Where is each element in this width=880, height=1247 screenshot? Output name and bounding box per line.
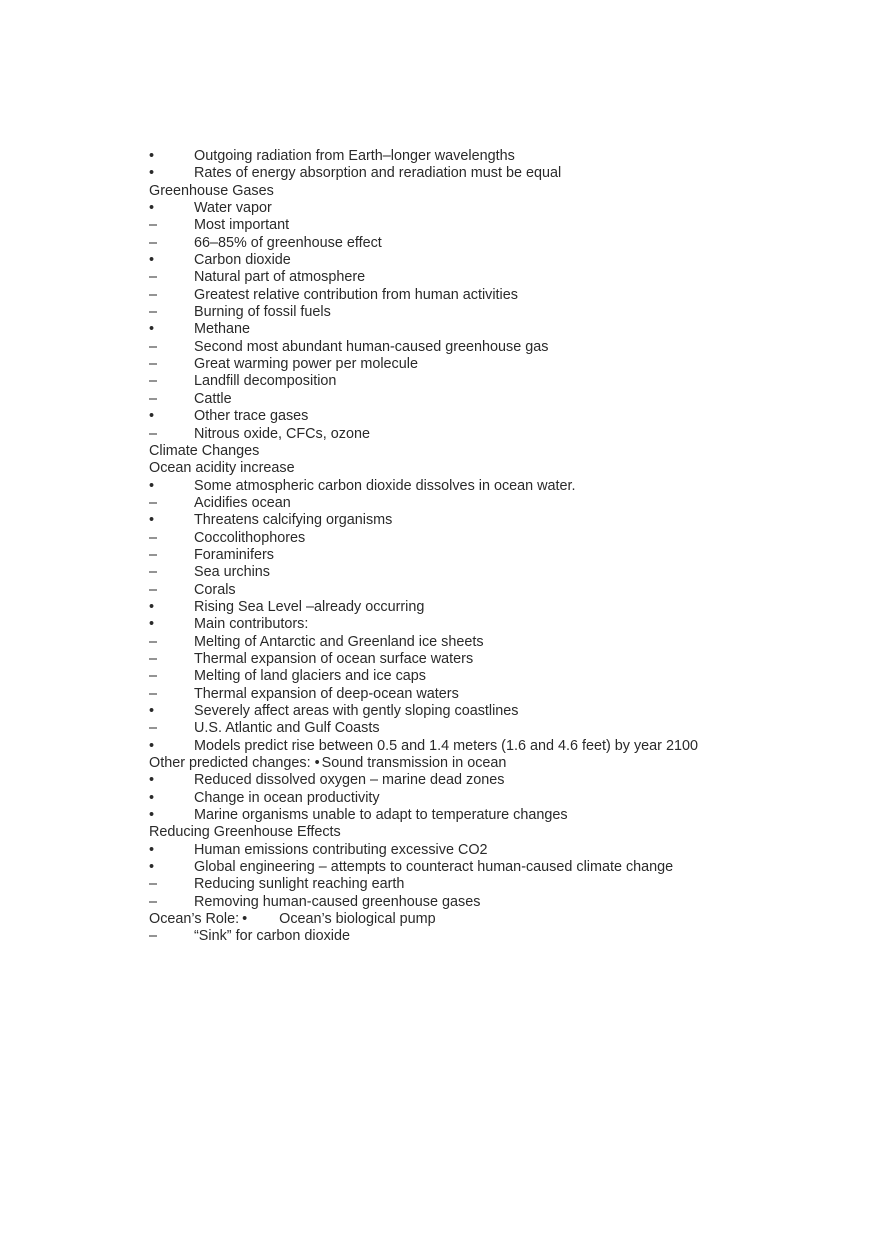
dash-marker: – bbox=[149, 234, 158, 251]
bullet-item bbox=[149, 703, 849, 720]
list-item-text: Corals bbox=[194, 581, 236, 598]
list-item-text: Models predict rise between 0.5 and 1.4 meters (1.6 and 4.6 feet) by year 2100 bbox=[194, 737, 698, 754]
dash-marker: – bbox=[149, 581, 158, 598]
list-item-text: Acidifies ocean bbox=[194, 494, 291, 511]
list-item-text: Ocean’s biological pump bbox=[279, 911, 436, 928]
dash-marker: – bbox=[149, 876, 158, 893]
dash-marker: – bbox=[149, 928, 158, 945]
dash-item bbox=[149, 582, 849, 599]
document-body bbox=[149, 148, 849, 946]
section-heading bbox=[149, 183, 849, 200]
dash-marker: – bbox=[149, 356, 158, 373]
bullet-item bbox=[149, 252, 849, 269]
inline-list-line bbox=[149, 911, 849, 928]
list-item-text: Landfill decomposition bbox=[194, 373, 337, 390]
dash-item bbox=[149, 426, 849, 443]
bullet-marker: • bbox=[149, 737, 155, 754]
dash-item bbox=[149, 530, 849, 547]
bullet-item bbox=[149, 321, 849, 338]
dash-marker: – bbox=[149, 286, 158, 303]
dash-item bbox=[149, 304, 849, 321]
dash-item bbox=[149, 894, 849, 911]
list-item-text: Sound transmission in ocean bbox=[321, 755, 507, 772]
bullet-marker: • bbox=[149, 807, 155, 824]
dash-marker: – bbox=[149, 564, 158, 581]
dash-item bbox=[149, 686, 849, 703]
dash-marker: – bbox=[149, 425, 158, 442]
bullet-marker: • bbox=[149, 408, 155, 425]
list-item-text: Reducing sunlight reaching earth bbox=[194, 876, 405, 893]
bullet-marker: • bbox=[149, 321, 155, 338]
bullet-item bbox=[149, 478, 849, 495]
list-item-text: Greatest relative contribution from human activities bbox=[194, 286, 518, 303]
heading-text: Greenhouse Gases bbox=[149, 182, 274, 199]
bullet-item bbox=[149, 790, 849, 807]
section-heading bbox=[149, 460, 849, 477]
bullet-marker: • bbox=[149, 859, 155, 876]
bullet-item bbox=[149, 807, 849, 824]
bullet-marker: • bbox=[242, 911, 248, 928]
bullet-item bbox=[149, 200, 849, 217]
list-item-text: Thermal expansion of deep-ocean waters bbox=[194, 685, 459, 702]
bullet-marker: • bbox=[149, 703, 155, 719]
dash-item bbox=[149, 391, 849, 408]
dash-marker: – bbox=[149, 668, 158, 685]
bullet-item bbox=[149, 738, 849, 755]
list-item-text: Rising Sea Level –already occurring bbox=[194, 598, 425, 615]
lead-text: Other predicted changes: bbox=[149, 755, 311, 772]
heading-text: Ocean acidity increase bbox=[149, 460, 295, 477]
bullet-marker: • bbox=[149, 598, 155, 615]
list-item-text: Thermal expansion of ocean surface waters bbox=[194, 650, 474, 667]
dash-marker: – bbox=[149, 217, 158, 234]
list-item-text: Marine organisms unable to adapt to temperature changes bbox=[194, 807, 568, 824]
dash-item bbox=[149, 356, 849, 373]
list-item-text: Threatens calcifying organisms bbox=[194, 512, 393, 529]
dash-marker: – bbox=[149, 546, 158, 563]
list-item-text: Other trace gases bbox=[194, 408, 309, 425]
bullet-item bbox=[149, 859, 849, 876]
dash-marker: – bbox=[149, 338, 158, 355]
bullet-item bbox=[149, 165, 849, 182]
list-item-text: Natural part of atmosphere bbox=[194, 269, 366, 286]
bullet-item bbox=[149, 148, 849, 165]
list-item-text: Coccolithophores bbox=[194, 529, 306, 546]
heading-text: Reducing Greenhouse Effects bbox=[149, 824, 341, 841]
section-heading bbox=[149, 443, 849, 460]
dash-item bbox=[149, 564, 849, 581]
dash-marker: – bbox=[149, 893, 158, 910]
list-item-text: “Sink” for carbon dioxide bbox=[194, 928, 350, 945]
dash-marker: – bbox=[149, 373, 158, 390]
dash-item bbox=[149, 634, 849, 651]
dash-item bbox=[149, 269, 849, 286]
dash-item bbox=[149, 495, 849, 512]
list-item-text: Main contributors: bbox=[194, 616, 309, 633]
bullet-item bbox=[149, 616, 849, 633]
list-item-text: Global engineering – attempts to counteract human-caused climate change bbox=[194, 859, 674, 876]
bullet-marker: • bbox=[149, 252, 155, 269]
list-item-text: Some atmospheric carbon dioxide dissolves in ocean water. bbox=[194, 477, 576, 494]
dash-marker: – bbox=[149, 304, 158, 321]
list-item-text: Severely affect areas with gently sloping coastlines bbox=[194, 703, 519, 719]
bullet-item bbox=[149, 599, 849, 616]
dash-marker: – bbox=[149, 650, 158, 667]
dash-marker: – bbox=[149, 390, 158, 407]
list-item-text: Change in ocean productivity bbox=[194, 789, 380, 806]
list-item-text: Water vapor bbox=[194, 200, 272, 217]
heading-text: Climate Changes bbox=[149, 442, 260, 459]
bullet-marker: • bbox=[314, 755, 320, 772]
dash-item bbox=[149, 876, 849, 893]
dash-marker: – bbox=[149, 720, 158, 737]
bullet-item bbox=[149, 842, 849, 859]
bullet-marker: • bbox=[149, 512, 155, 529]
list-item-text: Rates of energy absorption and reradiation must be equal bbox=[194, 165, 562, 182]
list-item-text: Most important bbox=[194, 217, 290, 234]
list-item-text: Human emissions contributing excessive CO2 bbox=[194, 841, 488, 858]
list-item-text: Nitrous oxide, CFCs, ozone bbox=[194, 425, 370, 442]
dash-item bbox=[149, 547, 849, 564]
dash-item bbox=[149, 339, 849, 356]
bullet-marker: • bbox=[149, 772, 155, 789]
list-item-text: Methane bbox=[194, 321, 251, 338]
bullet-marker: • bbox=[149, 789, 155, 806]
lead-text: Ocean’s Role: bbox=[149, 911, 240, 928]
list-item-text: Burning of fossil fuels bbox=[194, 304, 331, 321]
list-item-text: Great warming power per molecule bbox=[194, 356, 418, 373]
bullet-item bbox=[149, 408, 849, 425]
list-item-text: Sea urchins bbox=[194, 564, 270, 581]
dash-item bbox=[149, 373, 849, 390]
dash-marker: – bbox=[149, 494, 158, 511]
dash-item bbox=[149, 235, 849, 252]
dash-item bbox=[149, 287, 849, 304]
bullet-marker: • bbox=[149, 200, 155, 217]
list-item-text: 66–85% of greenhouse effect bbox=[194, 234, 382, 251]
dash-item bbox=[149, 217, 849, 234]
dash-item bbox=[149, 928, 849, 945]
list-item-text: Carbon dioxide bbox=[194, 252, 291, 269]
list-item-text: Removing human-caused greenhouse gases bbox=[194, 893, 481, 910]
bullet-item bbox=[149, 772, 849, 789]
section-heading bbox=[149, 824, 849, 841]
list-item-text: Melting of Antarctic and Greenland ice sheets bbox=[194, 633, 484, 650]
bullet-marker: • bbox=[149, 616, 155, 633]
list-item-text: Reduced dissolved oxygen – marine dead zones bbox=[194, 772, 505, 789]
bullet-marker: • bbox=[149, 841, 155, 858]
list-item-text: Melting of land glaciers and ice caps bbox=[194, 668, 426, 685]
dash-item bbox=[149, 668, 849, 685]
list-item-text: Second most abundant human-caused greenhouse gas bbox=[194, 338, 549, 355]
list-item-text: Foraminifers bbox=[194, 546, 274, 563]
inline-list-line bbox=[149, 755, 849, 772]
bullet-marker: • bbox=[149, 165, 155, 182]
dash-marker: – bbox=[149, 529, 158, 546]
bullet-marker: • bbox=[149, 477, 155, 494]
dash-marker: – bbox=[149, 633, 158, 650]
dash-marker: – bbox=[149, 269, 158, 286]
dash-item bbox=[149, 720, 849, 737]
dash-item bbox=[149, 651, 849, 668]
bullet-item bbox=[149, 512, 849, 529]
list-item-text: U.S. Atlantic and Gulf Coasts bbox=[194, 720, 380, 737]
dash-marker: – bbox=[149, 685, 158, 702]
bullet-marker: • bbox=[149, 148, 155, 164]
list-item-text: Cattle bbox=[194, 390, 232, 407]
list-item-text: Outgoing radiation from Earth–longer wavelengths bbox=[194, 148, 515, 164]
